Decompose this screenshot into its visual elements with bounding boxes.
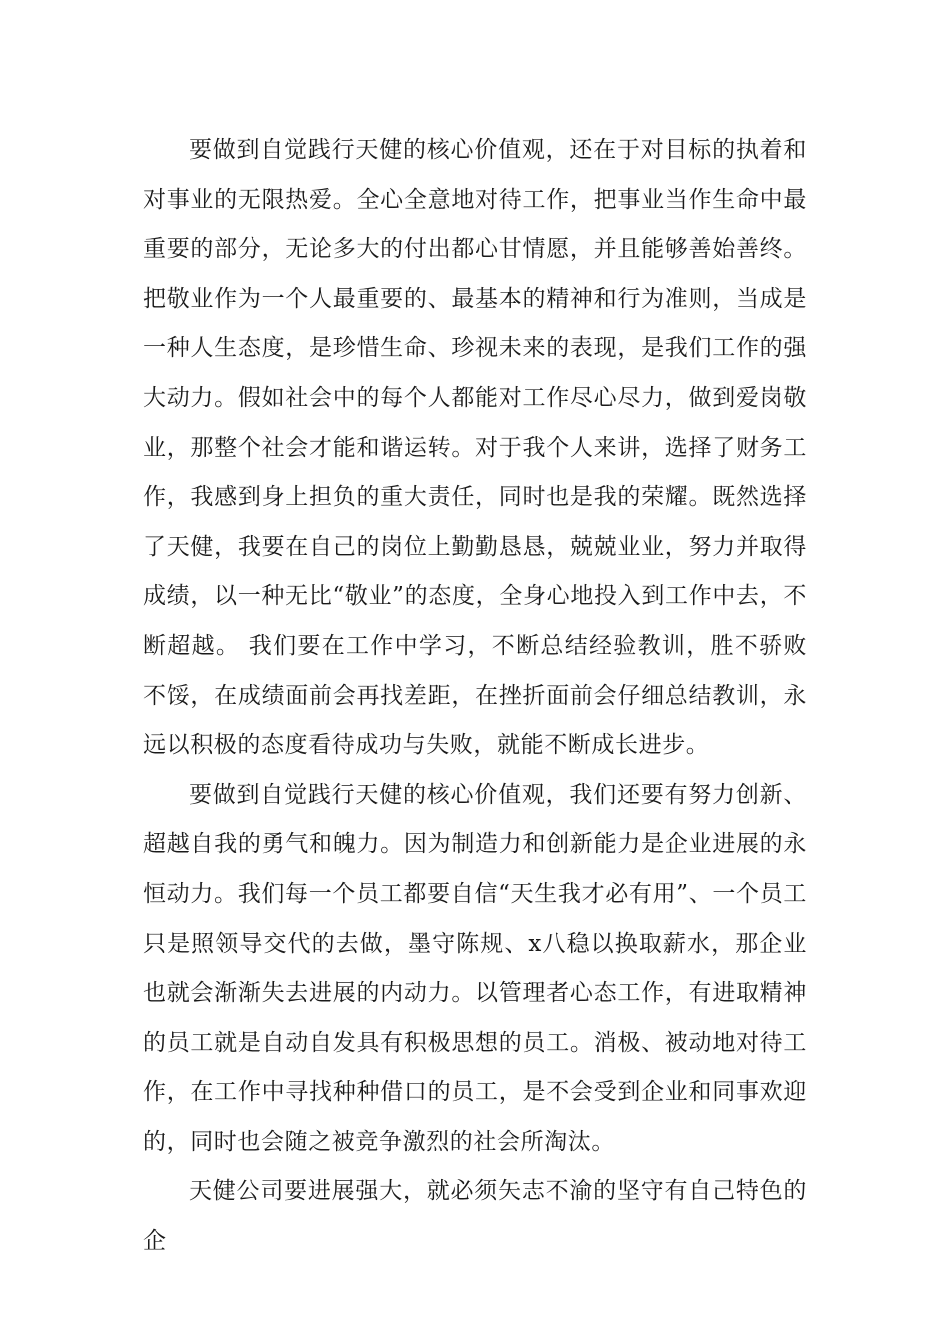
paragraph-1: 要做到自觉践行天健的核心价值观，还在于对目标的执着和对事业的无限热爱。全心全意地对待工作，把事业当作生命中最重要的部分，无论多大的付出都心甘情愿，并且能够善始善终。把敬业作为一个人最重要的、最基本的精神和行为准则，当成是一种人生态度，是珍惜生命、珍视未来的表现，是我们工作的强大动力。假如社会中的每个人都能对工作尽心尽力，做到爱岗敬业，那整个社会才能和谐运转。对于我个人来讲，选择了财务工作，我感到身上担负的重大责任，同时也是我的荣耀。既然选择了天健，我要在自己的岗位上勤勤恳恳，兢兢业业，努力并取得成绩，以一种无比“敬业”的态度，全身心地投入到工作中去，不断超越。 我们要在工作中学习，不断总结经验教训，胜不骄败不馁，在成绩面前会再找差距，在挫折面前会仔细总结教训，永远以积极的态度看待成功与失败，就能不断成长进步。 (143, 137, 807, 759)
document-body (143, 126, 807, 1267)
paragraph-2: 要做到自觉践行天健的核心价值观，我们还要有努力创新、超越自我的勇气和魄力。因为制造力和创新能力是企业进展的永恒动力。我们每一个员工都要自信“天生我才必有用”、一个员工只是照领导交代的去做，墨守陈规、x八稳以换取薪水，那企业也就会渐渐失去进展的内动力。以管理者心态工作，有进取精神的员工就是自动自发具有积极思想的员工。消极、被动地对待工作，在工作中寻找种种借口的员工，是不会受到企业和同事欢迎的，同时也会随之被竞争激烈的社会所淘汰。 (143, 781, 807, 1155)
paragraph-3: 天健公司要进展强大，就必须矢志不渝的坚守有自己特色的企 (143, 1178, 807, 1255)
